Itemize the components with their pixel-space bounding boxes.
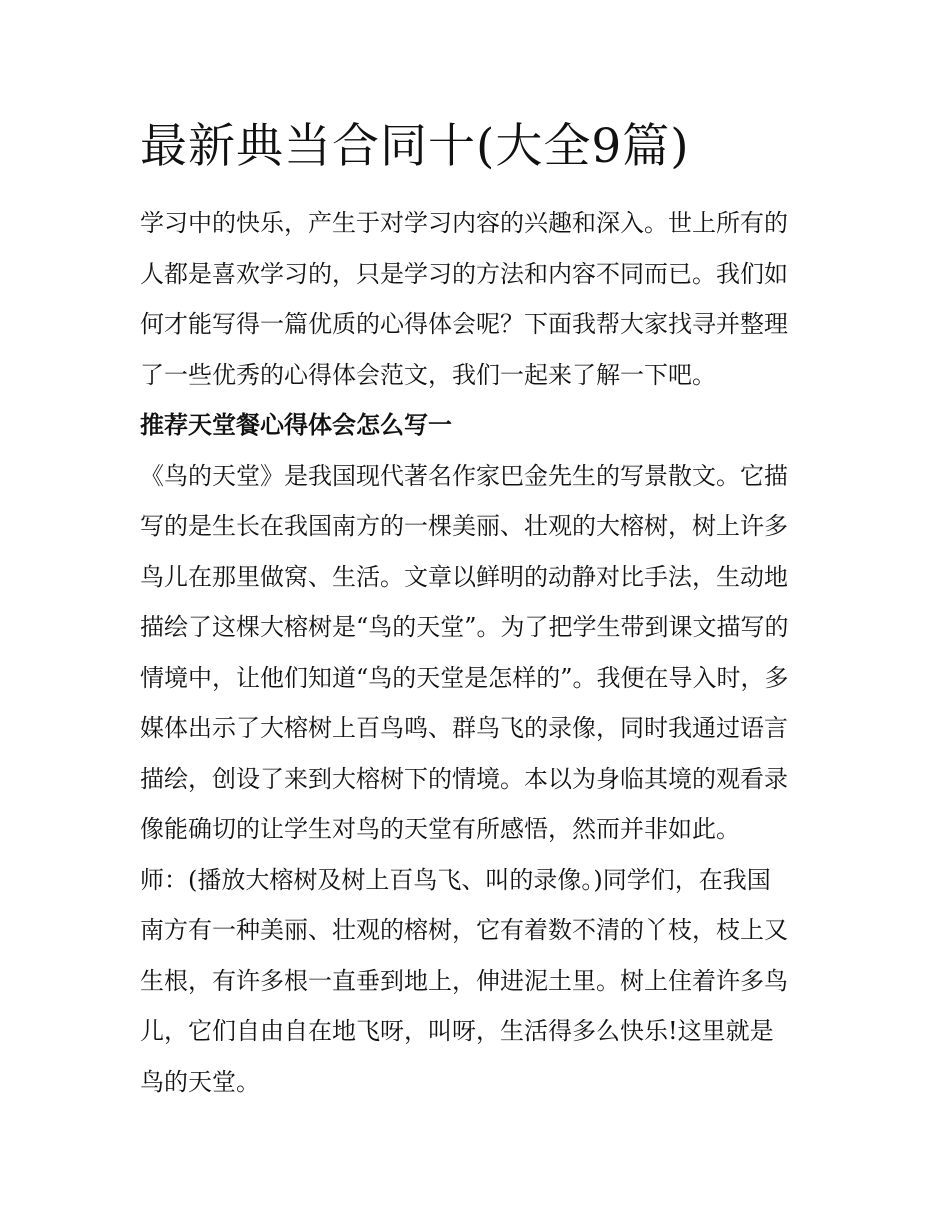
text-line: 人都是喜欢学习的，只是学习的方法和内容不同而已。我们如: [140, 259, 788, 288]
text-line: 像能确切的让学生对鸟的天堂有所感悟，然而并非如此。: [140, 815, 740, 843]
text-line: 鸟的天堂。: [140, 1067, 260, 1096]
text-line: 学习中的快乐，产生于对学习内容的兴趣和深入。世上所有的: [140, 209, 788, 237]
text-line: 何才能写得一篇优质的心得体会呢？下面我帮大家找寻并整理: [140, 310, 788, 338]
body-paragraph-1: [140, 457, 812, 861]
document-title: 最新典当合同十(大全9篇): [140, 119, 690, 174]
text-line: 生根，有许多根一直垂到地上，伸进泥土里。树上住着许多鸟: [140, 966, 788, 995]
intro-paragraph: [140, 204, 812, 406]
text-line: 情境中，让他们知道“鸟的天堂是怎样的”。我便在导入时，多: [140, 663, 789, 692]
text-line: 描绘，创设了来到大榕树下的情境。本以为身临其境的观看录: [140, 764, 788, 793]
section-heading: 推荐天堂餐心得体会怎么写一: [140, 410, 452, 439]
text-line: 南方有一种美丽、壮观的榕树，它有着数不清的丫枝，枝上又: [140, 916, 788, 944]
text-line: 儿，它们自由自在地飞呀，叫呀，生活得多么快乐!这里就是: [140, 1017, 774, 1045]
text-line: 写的是生长在我国南方的一棵美丽、壮观的大榕树，树上许多: [140, 512, 788, 540]
text-line: 了一些优秀的心得体会范文，我们一起来了解一下吧。: [140, 360, 716, 389]
text-line: 鸟儿在那里做窝、生活。文章以鲜明的动静对比手法，生动地: [140, 562, 788, 591]
text-line: 《鸟的天堂》是我国现代著名作家巴金先生的写景散文。它描: [140, 461, 788, 490]
document-body: [140, 204, 812, 1113]
text-line: 描绘了这棵大榕树是“鸟的天堂”。为了把学生带到课文描写的: [140, 613, 789, 641]
body-paragraph-2: [140, 861, 812, 1114]
text-line: 师：(播放大榕树及树上百鸟飞、叫的录像。)同学们，在我国: [140, 865, 771, 894]
text-line: 媒体出示了大榕树上百鸟鸣、群鸟飞的录像，同时我通过语言: [140, 714, 788, 742]
